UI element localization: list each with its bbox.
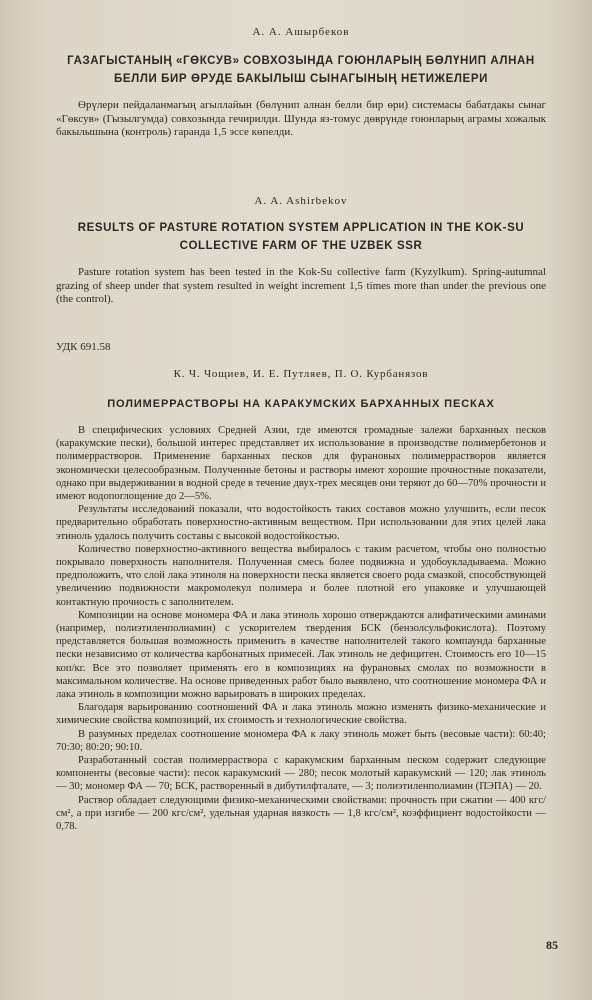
paragraph: Разработанный состав полимерраствора с каракумским барханным песком содержит следующие компоненты (весовые части): песок каракумский — 280; песок молотый каракумский — 120; лак этиноль — 30; мономер ФА — 70; БСК, растворенный в дибутилфталате, — 3; полиэтиленполиамин (ПЭПА) — 20.: [56, 755, 546, 793]
article-title: ПОЛИМЕРРАСТВОРЫ НА КАРАКУМСКИХ БАРХАННЫХ ПЕСКАХ: [107, 398, 495, 410]
article-body: [56, 424, 546, 833]
turkmen-abstract: Өрүлери пейдаланмагың агыллайын (бөлүнип алнан белли бир өри) системасы бабатдакы сынаг «Гөксув» (Гызылгумда) совхозында гечирилди. Шунда яз-томус дөврүнде гоюнларың аграмы хожалык бакылышына (контроль) гаранда 1,5 эссе көпелди.: [56, 99, 546, 139]
paragraph: Композиции на основе мономера ФА и лака этиноль хорошо отверждаются алифатическими аминами (например, полиэтиленполиамин) с ускорителем твердения БСК (бензолсульфокислота). Поэтому представляется большая возможность применить в качестве наполнителей такого компаунда барханные пески независимо от количества карбонатных примесей. Лак этиноль не дефицитен. Стоимость его 10—15 коп/кг. Все это позволяет применять его в композициях на фурановых смолах по возможности в максимальном количестве. На основе приведенных работ было выявлено, что соотношение мономера ФА и лака этиноль в композиции можно варьировать в широких пределах.: [56, 609, 546, 701]
page-number: 85: [546, 938, 558, 952]
paragraph: Благодаря варьированию соотношений ФА и лака этиноль можно изменять физико-механические и химические свойства композиций, их стоимость и технологические свойства.: [56, 702, 546, 727]
paragraph: В специфических условиях Средней Азии, где имеются громадные залежи барханных песков (каракумские пески), большой интерес представляет их использование в производстве полимербетонов и полимеррастворов. Применение барханных песков для фурановых полимеррастворов является экономически целесообразным. Полученные бетоны и растворы имеют хорошие прочностные показатели, однако при выдерживании в водной среде в течение двух-трех месяцев они теряют до 60—70% прочности и имеют водопоглощение до 2—5%.: [56, 425, 546, 503]
paragraph: В разумных пределах соотношение мономера ФА к лаку этиноль может быть (весовые части): 60:40; 70:30; 80:20; 90:10.: [56, 728, 546, 753]
english-author: A. A. Ashirbekov: [254, 195, 348, 207]
udk-code: УДК 691.58: [56, 341, 111, 353]
turkmen-title: ГАЗАГЫСТАНЫҢ «ГӨКСУВ» СОВХОЗЫНДА ГОЮНЛАРЫҢ БӨЛҮНИП АЛНАН БЕЛЛИ БИР ӨРУДЕ БАКЫЛЫШ СЫНАГЫНЫҢ НЕТИЖЕЛЕРИ: [67, 55, 535, 85]
english-abstract: Pasture rotation system has been tested in the Kok-Su collective farm (Kyzylkum). Spring-autumnal grazing of sheep under that system resulted in weight increment 1,5 times more than under the previous one (the control).: [56, 266, 546, 306]
paragraph: Количество поверхностно-активного вещества выбиралось с таким расчетом, чтобы оно полностью покрывало поверхность наполнителя. Полученная смесь более подвижна и удобоукладываема. Можно предположить, что слой лака этиноля на поверхности песка является своего рода смазкой, способствующей увеличению подвижности макромолекул полимера и более плотной его упаковке и улучшающей контактную прочность с заполнителем.: [56, 543, 546, 608]
turkmen-author: А. А. Ашырбеков: [252, 26, 350, 38]
paragraph: Раствор обладает следующими физико-механическими свойствами: прочность при сжатии — 400 кгс/см², а при изгибе — 200 кгс/см², удельная ударная вязкость — 1,8 кгс/см², коэффициент водостойкости — 0,78.: [56, 794, 546, 833]
english-title: RESULTS OF PASTURE ROTATION SYSTEM APPLICATION IN THE KOK-SU COLLECTIVE FARM OF THE UZBEK SSR: [77, 222, 525, 252]
paragraph: Результаты исследований показали, что водостойкость таких составов можно улучшить, если песок предварительно обработать поверхностно-активным веществом. При использовании для этих целей лака этиноль удалось получить составы с высокой водостойкостью.: [56, 504, 546, 542]
article-authors: К. Ч. Чощиев, И. Е. Путляев, П. О. Курбанязов: [173, 368, 429, 380]
